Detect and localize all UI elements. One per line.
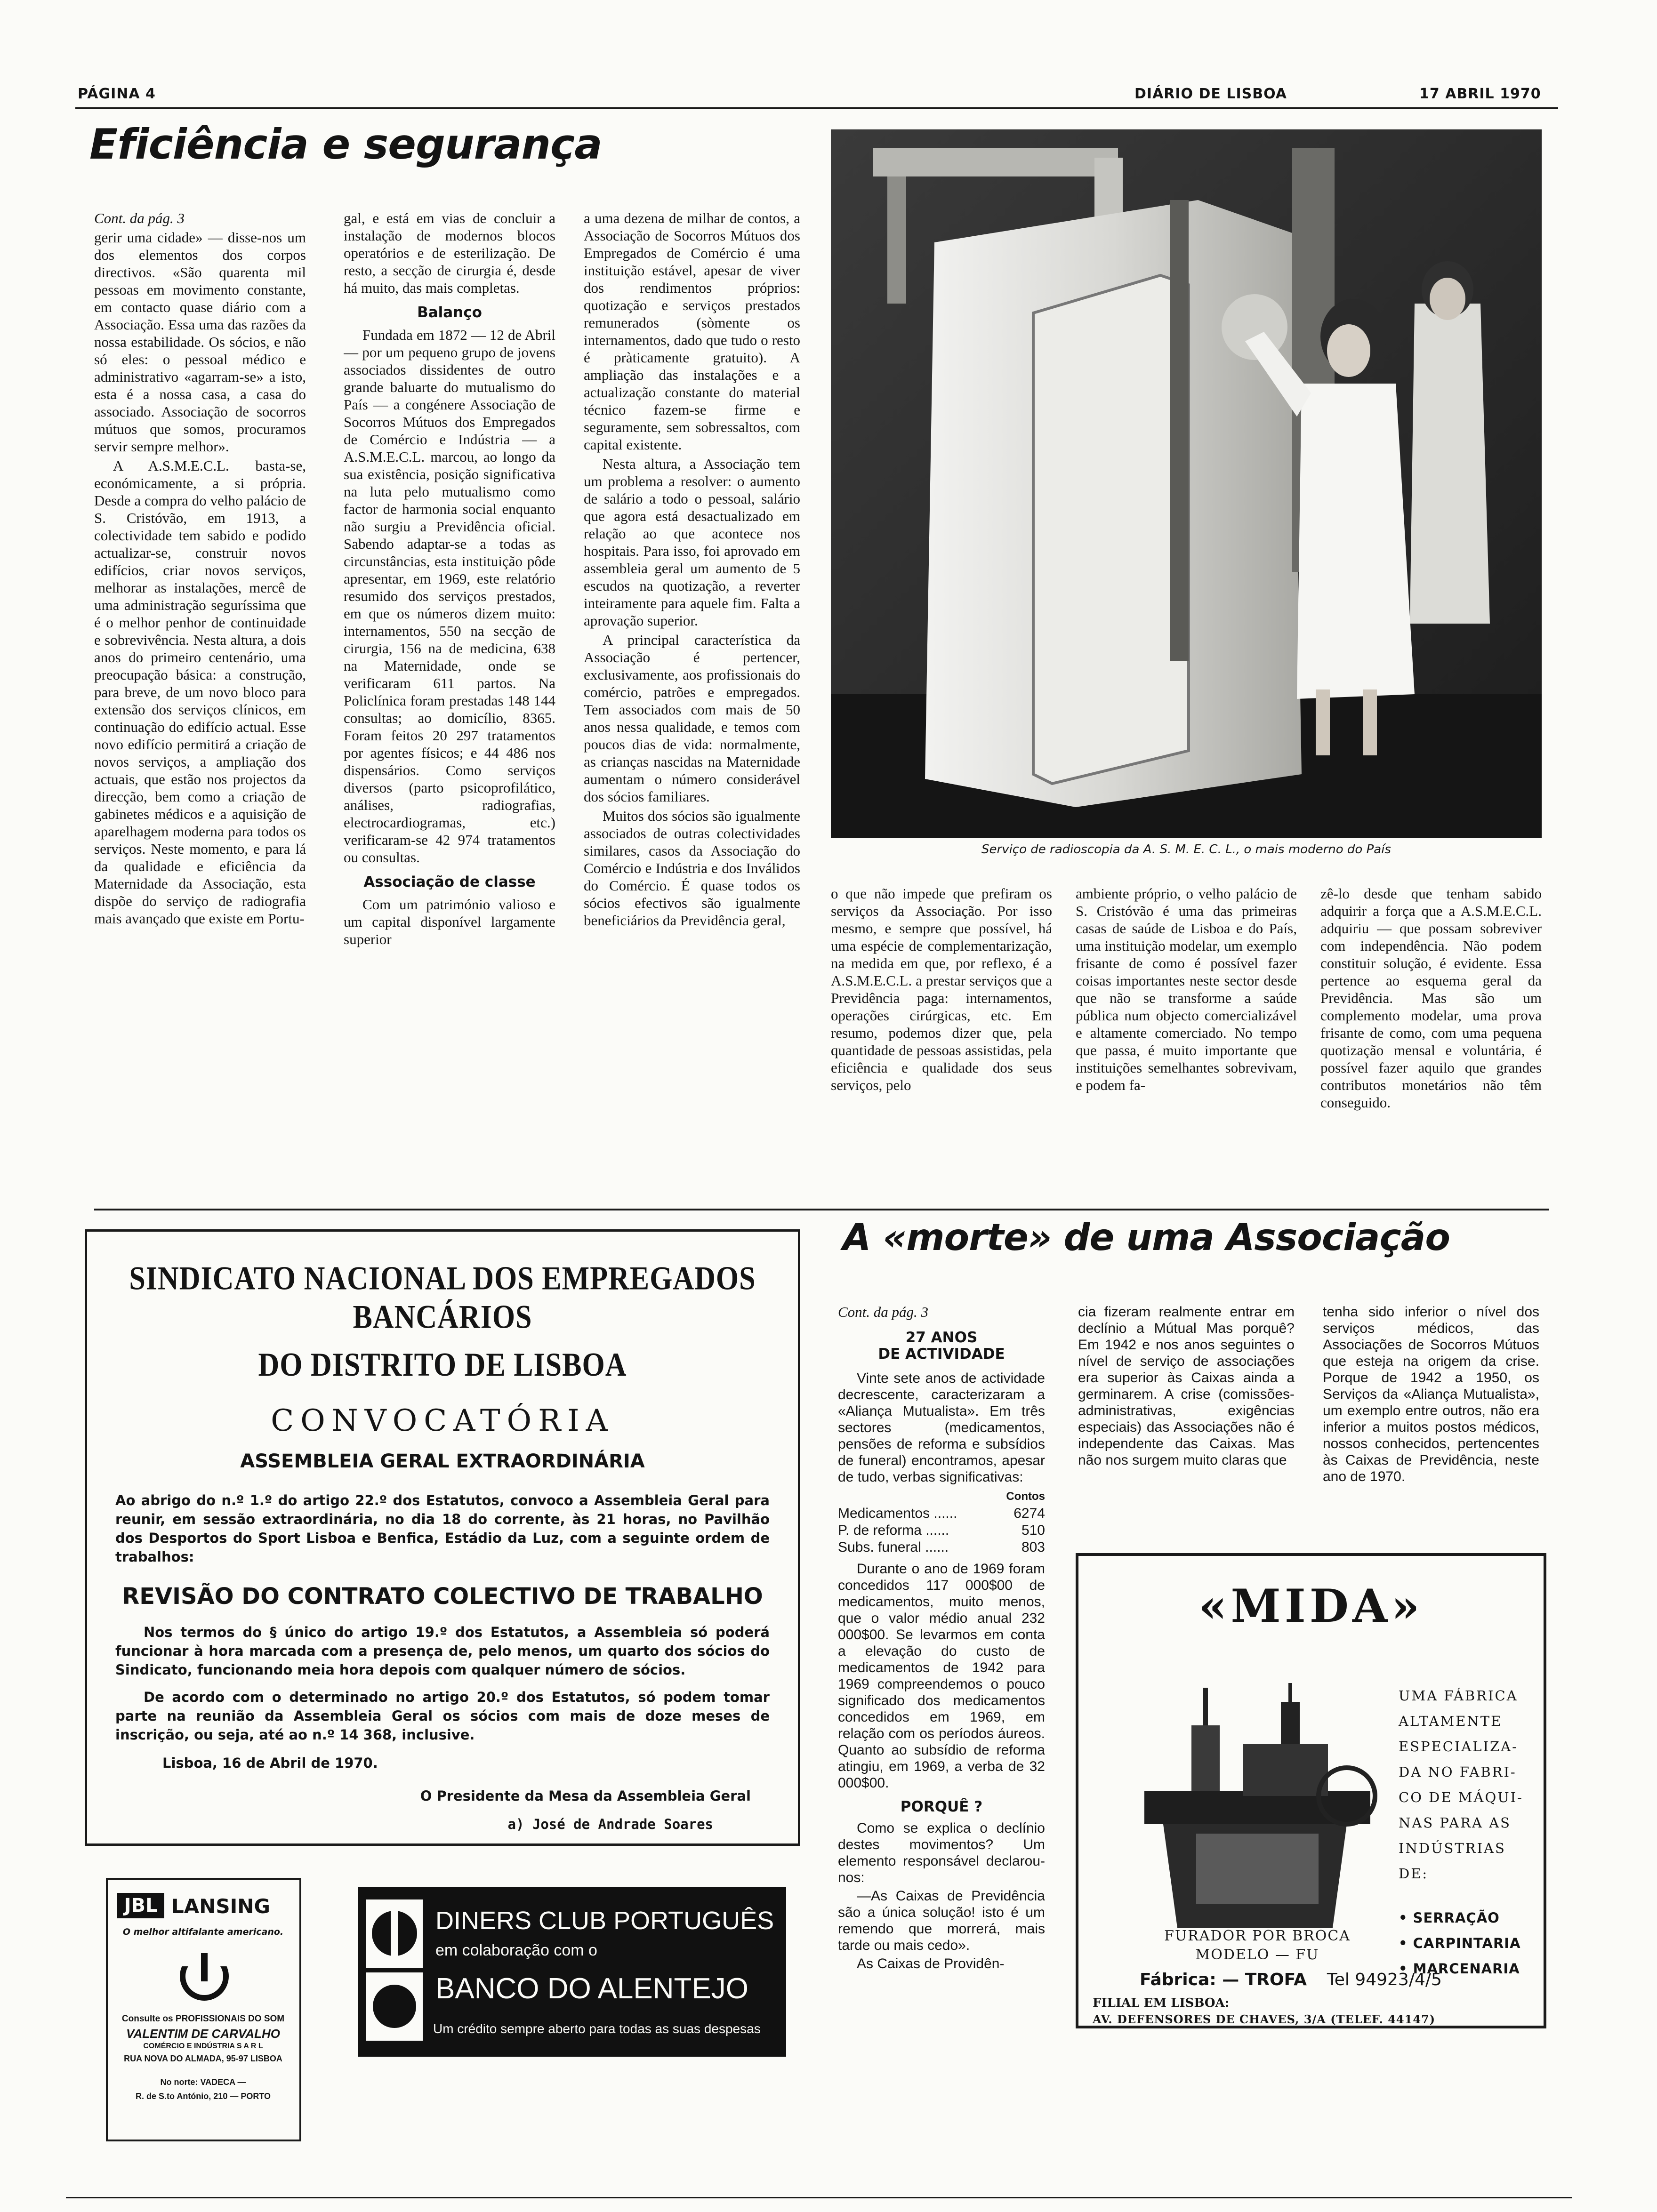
article1-column-1 <box>94 209 306 1200</box>
jbl-dealer-sub: COMÉRCIO E INDÚSTRIA S A R L <box>143 2042 263 2050</box>
jbl-brand: LANSING <box>171 1895 270 1918</box>
issue-date: 17 ABRIL 1970 <box>1419 86 1541 102</box>
article1-paragraph: gal, e está em vias de concluir a instalação de modernos blocos operatórios e de esterilização. De resto, a secção de cirurgia é, desde há muito, das mais completas. <box>344 210 555 296</box>
newspaper-name: DIÁRIO DE LISBOA <box>1134 86 1287 102</box>
diners-line1: DINERS CLUB PORTUGUÊS <box>435 1907 774 1935</box>
tagline-line: ESPECIALIZA- <box>1399 1739 1518 1755</box>
table-row <box>838 1505 1045 1522</box>
bottom-rule <box>66 2197 1572 2198</box>
subheading-porque: PORQUÊ ? <box>900 1798 983 1815</box>
tagline-line: ALTAMENTE <box>1399 1713 1503 1729</box>
mida-product-name: FURADOR POR BROCA <box>1164 1928 1351 1944</box>
subheading-line: DE ACTIVIDADE <box>878 1346 1005 1362</box>
article1-paragraph: Nesta altura, a Associação tem um problema a resolver: o aumento de salário a todo o pessoal, salário que agora está desactualizado em relação ao que acontece nos hospitais. Para isso, foi aprovado em assembleia geral um aumento de 5 escudos na quotização, a reverter inteiramente para aquele fim. Falta a aprovação superior. <box>584 456 800 629</box>
sindicato-name-line1: SINDICATO NACIONAL DOS EMPREGADOS BANCÁRIOS <box>129 1260 756 1336</box>
article1-paragraph: o que não impede que prefiram os serviços da Associação. Por isso mesmo, e sempre que possível, há uma espécie de complementarização, na medida em que, por reflexo, é a A.S.M.E.C.L. a prestar serviços que a Previdência paga: internamentos, operações cirúrgicas, etc. Em resumo, podemos dizer que, pela quantidade de pessoas assistidas, pela eficiência e qualidade dos seus serviços, pelo <box>831 885 1052 1093</box>
industry-item: • SERRAÇÃO <box>1399 1910 1500 1926</box>
diners-advertisement <box>358 1887 786 2057</box>
header-rule <box>75 107 1558 109</box>
jbl-dealer-name: VALENTIM DE CARVALHO <box>126 2027 280 2041</box>
mida-advertisement <box>1076 1553 1546 2028</box>
jbl-address-porto: R. de S.to António, 210 — PORTO <box>135 2092 271 2101</box>
article2-column-1 <box>838 1304 1045 2198</box>
table-value: 6274 <box>1014 1506 1045 1521</box>
article1-paragraph: Fundada em 1872 — 12 de Abril — por um pequeno grupo de jovens associados dissidentes de outro grande baluarte do mutualismo do País — a congénere Associação de Socorros Mútuos dos Empregados de Comércio e Indústria — a A.S.M.E.C.L. marcou, ao longo da sua existência, posição significativa na luta pelo mutualismo como factor de harmonia social enquanto não surgiu a Previdência oficial. Sabendo adaptar-se a todas as circunstâncias, esta instituição pôde apresentar, em 1969, este relatório resumido dos serviços prestados, em que os números dizem muito: internamentos, 550 na secção de cirurgia, 156 na de medicina, 638 na Maternidade, onde se verificaram 611 partos. Na Policlínica foram prestadas 148 144 consultas; ao domicílio, 8365. Foram feitos 20 297 tratamentos por agentes físicos; e 44 486 nos dispensários. Como serviços diversos (parto psicoprofilático, análises, radiografias, electrocardiogramas, etc.) verificaram-se 42 974 tratamentos ou consultas. <box>344 327 555 866</box>
article2-paragraph: cia fizeram realmente entrar em declínio a Mútual Mas porquê? Em 1942 e nos anos seguintes o nível de serviço de associações era superior às Caixas ainda a germinarem. A crise (comissões-administrativas, exigências especiais) das Associações não é independente das Caixas. Mas não nos surgem muito claras que <box>1078 1304 1295 1468</box>
assembleia-heading: ASSEMBLEIA GERAL EXTRAORDINÁRIA <box>240 1451 645 1472</box>
diners-line4: Um crédito sempre aberto para todas as suas despesas <box>433 2021 761 2036</box>
tagline-line: CO DE MÁQUI- <box>1399 1789 1523 1805</box>
revisao-heading: REVISÃO DO CONTRATO COLECTIVO DE TRABALHO <box>122 1583 763 1610</box>
article1-paragraph: ambiente próprio, o velho palácio de S. Cristóvão é uma das primeiras casas de saúde de Lisboa e do País, uma instituição modelar, um exemplo frisante de como é possível fazer coisas importantes neste sector desde que não se transforme a saúde pública num objecto comercializável e altamente comerciado. No tempo que passa, é muito importante que instituições semelhantes sobrevivam, e podem fa- <box>1076 885 1297 1093</box>
table-row <box>838 1539 1045 1556</box>
continuation-note: Cont. da pág. 3 <box>94 210 185 226</box>
diners-line3: BANCO DO ALENTEJO <box>435 1972 748 2005</box>
diners-logo-icon <box>366 1899 423 2041</box>
table-label: Subs. funeral ...... <box>838 1539 949 1555</box>
jbl-address-lisbon: RUA NOVA DO ALMADA, 95-97 LISBOA <box>124 2054 282 2063</box>
jbl-consult-line: Consulte os PROFISSIONAIS DO SOM <box>121 2014 285 2024</box>
article1-column-4 <box>831 885 1052 1200</box>
article-title-eficiencia: Eficiência e segurança <box>89 120 602 168</box>
notice-signature: a) José de Andrade Soares <box>507 1816 713 1832</box>
jbl-north-label: No norte: VADECA — <box>160 2077 246 2087</box>
tagline-line: INDÚSTRIAS <box>1399 1840 1506 1856</box>
mida-product-model: MODELO — FU <box>1195 1947 1319 1963</box>
industry-item: • CARPINTARIA <box>1399 1935 1521 1951</box>
article2-paragraph: Como se explica o declínio destes movimentos? Um elemento responsável declarou-nos: <box>838 1820 1045 1885</box>
sindicato-notice <box>85 1229 800 1846</box>
convocatoria-heading: CONVOCATÓRIA <box>271 1403 614 1438</box>
tagline-line: DA NO FABRI- <box>1399 1764 1517 1780</box>
article-title-morte: A «morte» de uma Associação <box>843 1217 1450 1259</box>
article2-paragraph: tenha sido inferior o nível dos serviços médicos, das Associações de Socorros Mútuos que esteja na origem da crise. Porque de 1942 a 1950, os Serviços da «Aliança Mutualista», um exemplo entre outros, não era inferior a muitos postos médicos, nossos conhecidos, pertencentes às Caixas de Previdência, neste ano de 1970. <box>1323 1304 1539 1484</box>
subheading-27-anos <box>838 1330 1045 1346</box>
table-header-contos: Contos <box>1006 1490 1045 1503</box>
table-value: 803 <box>1021 1539 1045 1555</box>
article1-paragraph: gerir uma cidade» — disse-nos um dos elementos dos corpos directivos. «São quarenta mil pessoas em movimento constante, em contacto quase diário com a Associação. Essa uma das razões da nossa estabilidade. Os sócios, e não só eles: o pessoal médico e administrativo «agarram-se» a isto, esta é a nossa casa, a casa do associado. Associação de socorros mútuos que somos, procuramos servir sempre melhor». <box>94 229 306 455</box>
notice-paragraph: Nos termos do § único do artigo 19.º dos Estatutos, a Assembleia só poderá funcionar à hora marcada com a presença de, pelo menos, um quarto dos sócios do Sindicato, funcionando meia hora depois com qualquer número de sócios. <box>115 1624 770 1678</box>
article1-column-3 <box>584 209 800 1200</box>
article1-paragraph: a uma dezena de milhar de contos, a Associação de Socorros Mútuos dos Empregados de Comércio é uma instituição estável, apesar de viver dos rendimentos próprios: quotização e serviços prestados remunerados (sòmente os internamentos, dado que tudo o resto é pràticamente gratuito). A ampliação das instalações e a actualização constante do material técnico fazem-se firme e seguramente, sem sobressaltos, com capital existente. <box>584 210 800 453</box>
jbl-slogan: O melhor altifalante americano. <box>122 1927 284 1937</box>
tagline-line: NAS PARA AS <box>1399 1815 1512 1831</box>
subheading-de-actividade <box>838 1346 1045 1362</box>
article1-paragraph: Com um património valioso e um capital disponível largamente superior <box>344 896 555 947</box>
table-label: Medicamentos ...... <box>838 1506 957 1521</box>
jbl-advertisement <box>106 1878 301 2141</box>
subheading-line: 27 ANOS <box>905 1329 978 1346</box>
mida-title: «MIDA» <box>1199 1579 1424 1633</box>
article1-paragraph: A A.S.M.E.C.L. basta-se, económicamente, a si própria. Desde a compra do velho palácio de S. Cristóvão, em 1913, a colectividade tem sabido e podido actualizar-se, construir novos edifícios, criar novos serviços, melhorar as instalações, mercê de uma administração seguríssima que é o melhor penhor de continuidade e sobrevivência. Nesta altura, a dois anos do primeiro centenário, uma preocupação básica: a construção, para breve, de um novo bloco para extensão dos serviços clínicos, em continuação do edifício actual. Esse novo edifício permitirá a criação de novos serviços, a ampliação dos actuais, que estão nos projectos da direcção, bem como a criação de gabinetes médicos e a aquisição de aparelhagem moderna para todos os serviços. Neste momento, e para lá da qualidade e eficiência da Maternidade da Associação, esta dispõe do serviço de radiografia mais avançado que existe em Portu- <box>94 457 306 927</box>
article1-column-6 <box>1320 885 1542 1200</box>
jbl-logo: JBL <box>117 1893 164 1918</box>
factory-phone: Tel 94923/4/5 <box>1327 1970 1442 1989</box>
article2-paragraph: Durante o ano de 1969 foram concedidos 117 000$00 de medicamentos, muito menos, que o valor médio anual 232 000$00. Se levarmos em conta a elevação do custo de medicamentos de 1942 para 1969 compreendemos o pouco significado dos medicamentos concedidos em 1969, em relação com os períodos áureos. Quanto ao subsídio de reforma atingiu, em 1969, a verba de 32 000$00. <box>838 1561 1045 1791</box>
notice-paragraph: De acordo com o determinado no artigo 20.º dos Estatutos, só podem tomar parte na reunião da Assembleia Geral os sócios com mais de doze meses de inscrição, ou seja, até ao n.º 14 368, inclusive. <box>115 1689 770 1743</box>
section-divider <box>94 1209 1549 1210</box>
table-header <box>838 1488 1045 1505</box>
notice-dateline: Lisboa, 16 de Abril de 1970. <box>162 1755 378 1771</box>
verbas-table <box>838 1488 1045 1556</box>
article2-paragraph: Vinte sete anos de actividade decrescente, caracterizaram a «Aliança Mutualista». Em três sectores (medicamentos, pensões de reforma e subsídios de funeral) encontramos, apesar de tudo, verbas significativas: <box>838 1370 1045 1485</box>
article2-column-3 <box>1323 1304 1539 1525</box>
subheading-balanco: Balanço <box>417 304 482 321</box>
industry-item: • MARCENARIA <box>1399 1961 1520 1977</box>
table-label: P. de reforma ...... <box>838 1523 949 1538</box>
mida-factory <box>1140 1970 1516 1989</box>
photo-illustration <box>831 129 1542 838</box>
mida-filial: FILIAL EM LISBOA: <box>1093 1996 1230 2010</box>
photo-caption: Serviço de radioscopia da A. S. M. E. C. L., o mais moderno do País <box>981 842 1391 857</box>
article1-column-5 <box>1076 885 1297 1200</box>
table-row <box>838 1522 1045 1539</box>
table-value: 510 <box>1021 1523 1045 1538</box>
article1-paragraph: A principal característica da Associação é pertencer, exclusivamente, aos profissionais do comércio, patrões e empregados. Tem associados com mais de 50 anos nessa qualidade, e temos com poucos dias de vida: normalmente, as crianças nascidas na Maternidade aumentam o número considerável dos sócios familiares. <box>584 632 800 805</box>
article1-paragraph: zê-lo desde que tenham sabido adquirir a força que a A.S.M.E.C.L. adquiriu — que possam sobreviver com independência. Não podem constituir solução, é evidente. Essa pertence ao esquema geral da Previdência. Mas são um complemento modelar, uma prova frisante de como, com uma pequena quotização mensal e voluntária, é possível fazer aquilo que grandes contributos monetários não têm conseguido. <box>1320 885 1542 1111</box>
drill-machine-illustration <box>1126 1674 1389 1937</box>
valentim-logo-icon <box>178 1950 230 2002</box>
notice-signoff: O Presidente da Mesa da Assembleia Geral <box>420 1788 751 1804</box>
subheading-associacao-de-classe: Associação de classe <box>363 874 536 890</box>
tagline-line: UMA FÁBRICA <box>1399 1688 1518 1704</box>
radioscopy-photo <box>831 129 1542 838</box>
diners-line2: em colaboração com o <box>435 1941 597 1959</box>
page-label: PÁGINA 4 <box>78 86 156 102</box>
article1-paragraph: Muitos dos sócios são igualmente associados de outras colectividades similares, casos da Associação do Comércio e Indústria e dos Inválidos do Comércio. É quase todos os sócios efectivos são igualmente beneficiários da Previdência geral, <box>584 808 800 929</box>
factory-label: Fábrica: — TROFA <box>1140 1970 1307 1989</box>
article2-paragraph: As Caixas de Providên- <box>857 1956 1005 1972</box>
tagline-line: DE: <box>1399 1866 1429 1882</box>
sindicato-name-line2: DO DISTRITO DE LISBOA <box>258 1346 627 1384</box>
mida-tagline <box>1399 1683 1540 1981</box>
continuation-note: Cont. da pág. 3 <box>838 1304 929 1320</box>
article2-paragraph: —As Caixas de Previdência são a única solução! isto é um remendo que morrerá, mais tarde ou mais cedo». <box>838 1888 1045 1953</box>
article2-column-2 <box>1078 1304 1295 1525</box>
mida-address: AV. DEFENSORES DE CHAVES, 3/A (TELEF. 44147) <box>1093 2012 1436 2026</box>
notice-paragraph: Ao abrigo do n.º 1.º do artigo 22.º dos Estatutos, convoco a Assembleia Geral para reunir, em sessão extraordinária, no dia 18 do corrente, às 21 horas, no Pavilhão dos Desportos do Sport Lisboa e Benfica, Estádio da Luz, com a seguinte ordem de trabalhos: <box>115 1492 770 1565</box>
article1-column-2 <box>344 209 555 1200</box>
jbl-logo-block <box>117 1893 291 1918</box>
